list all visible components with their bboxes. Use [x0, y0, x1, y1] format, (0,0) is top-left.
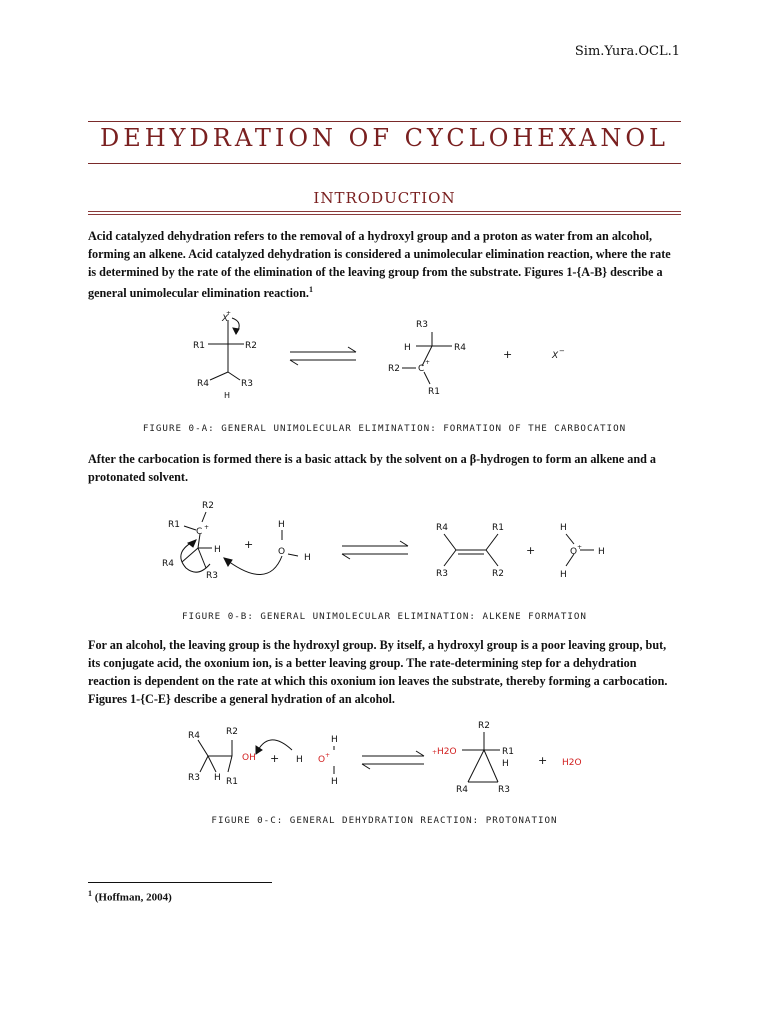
- svg-text:+: +: [325, 752, 331, 759]
- figure-a-caption: FIGURE 0-A: GENERAL UNIMOLECULAR ELIMINATION: FORMATION OF THE CARBOCATION: [142, 423, 627, 434]
- fig-a-x-minus: X: [552, 351, 559, 361]
- fig-c-plus-2: +: [538, 754, 548, 767]
- fig-a-h: H: [224, 391, 231, 400]
- figure-c-caption: FIGURE 0-C: GENERAL DEHYDRATION REACTION: PROTONATION: [211, 815, 558, 826]
- fig-c-hydronium-h-bottom: H: [331, 777, 338, 787]
- fig-c-product-r4: R4: [456, 785, 468, 795]
- svg-text:+: +: [226, 310, 232, 317]
- fig-c-product-r1: R1: [502, 747, 514, 757]
- section-heading: INTRODUCTION: [313, 189, 456, 207]
- svg-text:+: +: [577, 544, 583, 551]
- svg-text:+: +: [425, 359, 431, 366]
- section-rule: [88, 211, 681, 212]
- fig-a-product-r1: R1: [428, 387, 440, 397]
- figure-c-scheme: [178, 714, 618, 804]
- fig-c-hydronium-h-left: H: [296, 755, 303, 765]
- fig-c-h: H: [214, 773, 221, 783]
- title-rule-bottom: [88, 163, 681, 164]
- fig-a-r1: R1: [193, 341, 205, 351]
- figure-a-scheme: [180, 306, 600, 406]
- paragraph-2: After the carbocation is formed there is a basic attack by the solvent on a β-hydrogen to form an alkene and a protonated solvent.: [88, 452, 657, 484]
- page-title: DEHYDRATION OF CYCLOHEXANOL: [99, 124, 669, 152]
- fig-c-r2: R2: [226, 727, 238, 737]
- title-rule-top: [88, 121, 681, 122]
- svg-text:+: +: [432, 749, 438, 756]
- fig-c-plus-1: +: [270, 752, 280, 765]
- fig-c-r4: R4: [188, 731, 200, 741]
- paragraph-1: [88, 227, 680, 302]
- footnote-separator: [88, 882, 272, 883]
- fig-c-water: H2O: [562, 758, 582, 768]
- fig-a-product-h: H: [404, 343, 411, 353]
- fig-b-r1: R1: [168, 520, 180, 530]
- footnote-reference: 1: [308, 285, 313, 294]
- fig-c-product-r2: R2: [478, 721, 490, 731]
- fig-b-plus-2: +: [526, 544, 536, 557]
- fig-b-r3: R3: [206, 571, 218, 581]
- fig-a-x-label: X: [222, 314, 229, 324]
- fig-b-c: C: [196, 527, 203, 537]
- fig-b-oxonium-h-right: H: [598, 547, 605, 557]
- fig-c-r1: R1: [226, 777, 238, 787]
- fig-a-product-r3: R3: [416, 320, 428, 330]
- fig-c-hydronium-h-top: H: [331, 735, 338, 745]
- fig-b-alkene-r2: R2: [492, 569, 504, 579]
- fig-a-plus: +: [503, 348, 513, 361]
- fig-b-water-h-right: H: [304, 553, 311, 563]
- svg-text:+: +: [204, 524, 210, 531]
- fig-c-hydronium-o: O: [318, 755, 326, 765]
- fig-c-product-h2o: H2O: [437, 747, 457, 757]
- fig-b-alkene-r3: R3: [436, 569, 448, 579]
- fig-b-oxonium-o: O: [570, 547, 578, 557]
- fig-b-r2: R2: [202, 501, 214, 511]
- paragraph-3: For an alcohol, the leaving group is the hydroxyl group. By itself, a hydroxyl group is a poor leaving group, but, its conjugate acid, the oxonium ion, is a better leaving group. The rate-determining step for a dehydration reaction is dependent on the rate at which this oxonium ion leaves the substrate, thereby forming a carbocation. Figures 1-{C-E} describe a general hydration of an alcohol.: [88, 638, 668, 706]
- section-rule-2: [88, 214, 681, 215]
- paragraph-1-text: Acid catalyzed dehydration refers to the removal of a hydroxyl group and a proton as water from an alcohol, forming an alkene. Acid catalyzed dehydration is considered a unimolecular elimination reaction, where the rate is determined by the rate of the elimination of the leaving group from the substrate. Figures 1-{A-B} describe a general unimolecular elimination reaction.: [88, 229, 671, 301]
- fig-b-h: H: [214, 545, 221, 555]
- fig-b-water-h-top: H: [278, 520, 285, 530]
- fig-a-product-r4: R4: [454, 343, 466, 353]
- fig-a-product-c: C: [418, 364, 425, 374]
- fig-c-r3: R3: [188, 773, 200, 783]
- running-head: Sim.Yura.OCL.1: [574, 44, 680, 59]
- footnote: [88, 889, 172, 904]
- fig-b-alkene-r1: R1: [492, 523, 504, 533]
- fig-b-plus-1: +: [244, 538, 254, 551]
- fig-b-r4: R4: [162, 559, 174, 569]
- figure-b-caption: FIGURE 0-B: GENERAL UNIMOLECULAR ELIMINATION: ALKENE FORMATION: [182, 611, 587, 622]
- figure-b-scheme: [158, 496, 618, 596]
- fig-b-alkene-r4: R4: [436, 523, 448, 533]
- footnote-mark: 1: [88, 889, 92, 898]
- fig-a-product-r2: R2: [388, 364, 400, 374]
- fig-c-oh: OH: [242, 753, 256, 763]
- fig-b-water-o: O: [278, 547, 286, 557]
- svg-text:−: −: [559, 347, 565, 355]
- fig-b-oxonium-h-top: H: [560, 523, 567, 533]
- fig-a-r4: R4: [197, 379, 209, 389]
- fig-c-product-r3: R3: [498, 785, 510, 795]
- fig-b-oxonium-h-bottom: H: [560, 570, 567, 580]
- footnote-text: (Hoffman, 2004): [94, 891, 172, 904]
- fig-a-r2: R2: [245, 341, 257, 351]
- fig-c-product-h: H: [502, 759, 509, 769]
- fig-a-r3: R3: [241, 379, 253, 389]
